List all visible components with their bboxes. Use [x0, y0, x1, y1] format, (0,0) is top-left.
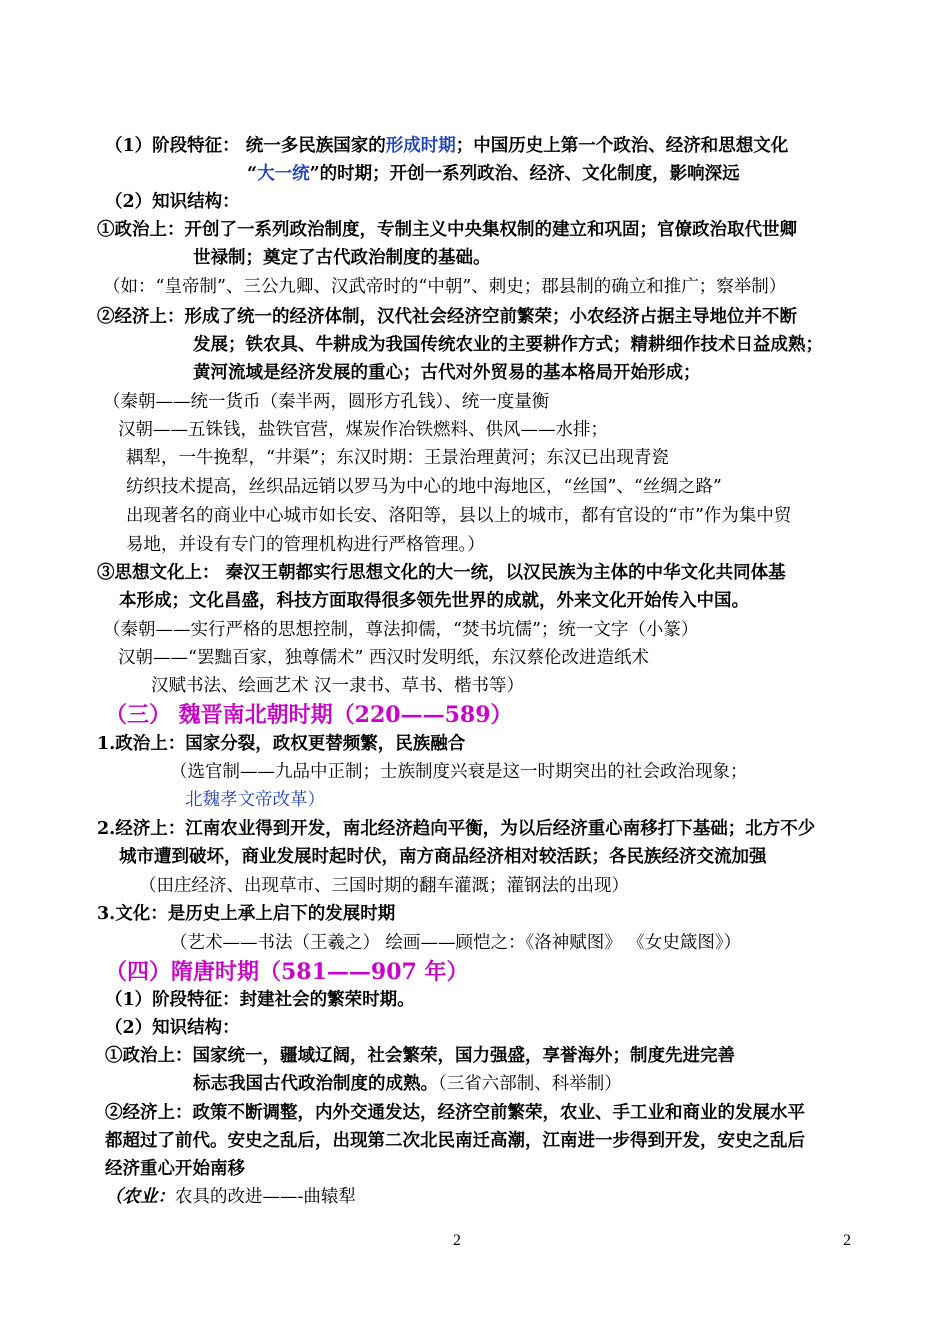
section-heading-3: （三） 魏晋南北朝时期（220——589）: [105, 702, 513, 728]
text: ；中国历史上第一个政治、经济和思想文化: [455, 136, 789, 156]
highlight-text: 大一统: [257, 164, 310, 184]
wj-culture-line: 3.文化：是历史上承上启下的发展时期: [97, 904, 396, 924]
stage-feature-line: [105, 133, 788, 159]
economy-line-3: 黄河流域是经济发展的重心；古代对外贸易的基本格局开始形成；: [193, 363, 701, 383]
st-agriculture-line: [105, 1184, 356, 1210]
st-economy-line-3: 经济重心开始南移: [105, 1159, 245, 1179]
economy-example-4: 纺织技术提高，丝织品远销以罗马为中心的地中海地区，“丝国”、“丝绸之路”: [126, 477, 722, 497]
economy-example-2: 汉朝——五铢钱，盐铁官营，煤炭作冶铁燃料、供风——水排；: [118, 420, 608, 440]
economy-example-6: 易地，并设有专门的管理机构进行严格管理。）: [126, 535, 485, 555]
stage-feature-line-2: [247, 161, 740, 187]
wj-politics-example-2: 北魏孝文帝改革）: [185, 790, 325, 810]
wj-economy-line-2: 城市遭到破坏，商业发展时起时伏，南方商品经济相对较活跃；各民族经济交流加强: [119, 847, 767, 867]
section-heading-4: （四）隋唐时期（581——907 年）: [105, 959, 469, 985]
st-economy-line: ②经济上：政策不断调整，内外交通发达，经济空前繁荣，农业、手工业和商业的发展水平: [105, 1103, 805, 1123]
wj-politics-line: 1.政治上：国家分裂，政权更替频繁，民族融合: [97, 734, 466, 754]
wj-economy-example: （田庄经济、出现草市、三国时期的翻车灌溉；灌钢法的出现）: [139, 876, 629, 896]
text: “: [247, 164, 258, 184]
text: （三省六部制、科举制）: [438, 1074, 622, 1094]
wj-culture-example: （艺术——书法（王羲之） 绘画——顾恺之：《洛神赋图》 《女史箴图》）: [170, 933, 742, 953]
wj-economy-line: 2.经济上：江南农业得到开发，南北经济趋向平衡，为以后经济重心南移打下基础；北方不少: [97, 819, 816, 839]
st-economy-line-2: 都超过了前代。安史之乱后，出现第二次北民南迁高潮，江南进一步得到开发，安史之乱后: [105, 1131, 805, 1151]
page-number: 2: [453, 1232, 461, 1249]
economy-example-3: 耦犁，一牛挽犁，“井渠”；东汉时期：王景治理黄河；东汉已出现青瓷: [126, 448, 669, 468]
wj-politics-example: （选官制——九品中正制；士族制度兴衰是这一时期突出的社会政治现象；: [170, 762, 748, 782]
culture-example-1: （秦朝——实行严格的思想控制，尊法抑儒，“焚书坑儒”；统一文字（小篆）: [103, 620, 699, 640]
economy-line: ②经济上：形成了统一的经济体制，汉代社会经济空前繁荣；小农经济占据主导地位并不断: [97, 307, 797, 327]
economy-example-5: 出现著名的商业中心城市如长安、洛阳等，县以上的城市，都有官设的“市”作为集中贸: [126, 506, 792, 526]
culture-line: ③思想文化上： 秦汉王朝都实行思想文化的大一统，以汉民族为主体的中华文化共同体基: [97, 563, 786, 583]
st-politics-line: ①政治上：国家统一，疆域辽阔，社会繁荣，国力强盛，享誉海外；制度先进完善: [105, 1046, 735, 1066]
politics-example: （如：“皇帝制”、三公九卿、汉武帝时的“中朝”、刺史；郡县制的确立和推广；察举制）: [103, 277, 787, 297]
text: ”的时期；开创一系列政治、经济、文化制度，影响深远: [309, 164, 740, 184]
politics-line-2: 世禄制；奠定了古代政治制度的基础。: [193, 248, 491, 268]
text: （农业：: [105, 1187, 175, 1207]
st-stage-feature: （1）阶段特征：封建社会的繁荣时期。: [105, 990, 415, 1010]
culture-example-3: 汉赋书法、绘画艺术 汉一隶书、草书、楷书等）: [151, 676, 525, 696]
culture-line-2: 本形成；文化昌盛，科技方面取得很多领先世界的成就，外来文化开始传入中国。: [119, 591, 749, 611]
economy-line-2: 发展；铁农具、牛耕成为我国传统农业的主要耕作方式；精耕细作技术日益成熟；: [193, 335, 823, 355]
highlight-text: 形成时期: [385, 136, 456, 156]
text: （1）阶段特征： 统一多民族国家的: [105, 136, 386, 156]
text: 标志我国古代政治制度的成熟。: [193, 1074, 438, 1094]
st-politics-line-2: [193, 1071, 622, 1097]
page-number-right: 2: [843, 1232, 851, 1249]
text: 农具的改进——-曲辕犁: [175, 1187, 356, 1207]
culture-example-2: 汉朝——“罢黜百家，独尊儒术” 西汉时发明纸，东汉蔡伦改进造纸术: [118, 648, 649, 668]
st-knowledge-structure: （2）知识结构：: [105, 1018, 240, 1038]
politics-line: ①政治上：开创了一系列政治制度，专制主义中央集权制的建立和巩固；官僚政治取代世卿: [97, 220, 797, 240]
economy-example-1: （秦朝——统一货币（秦半两，圆形方孔钱）、统一度量衡: [103, 392, 550, 412]
knowledge-structure-heading: （2）知识结构：: [105, 192, 240, 212]
